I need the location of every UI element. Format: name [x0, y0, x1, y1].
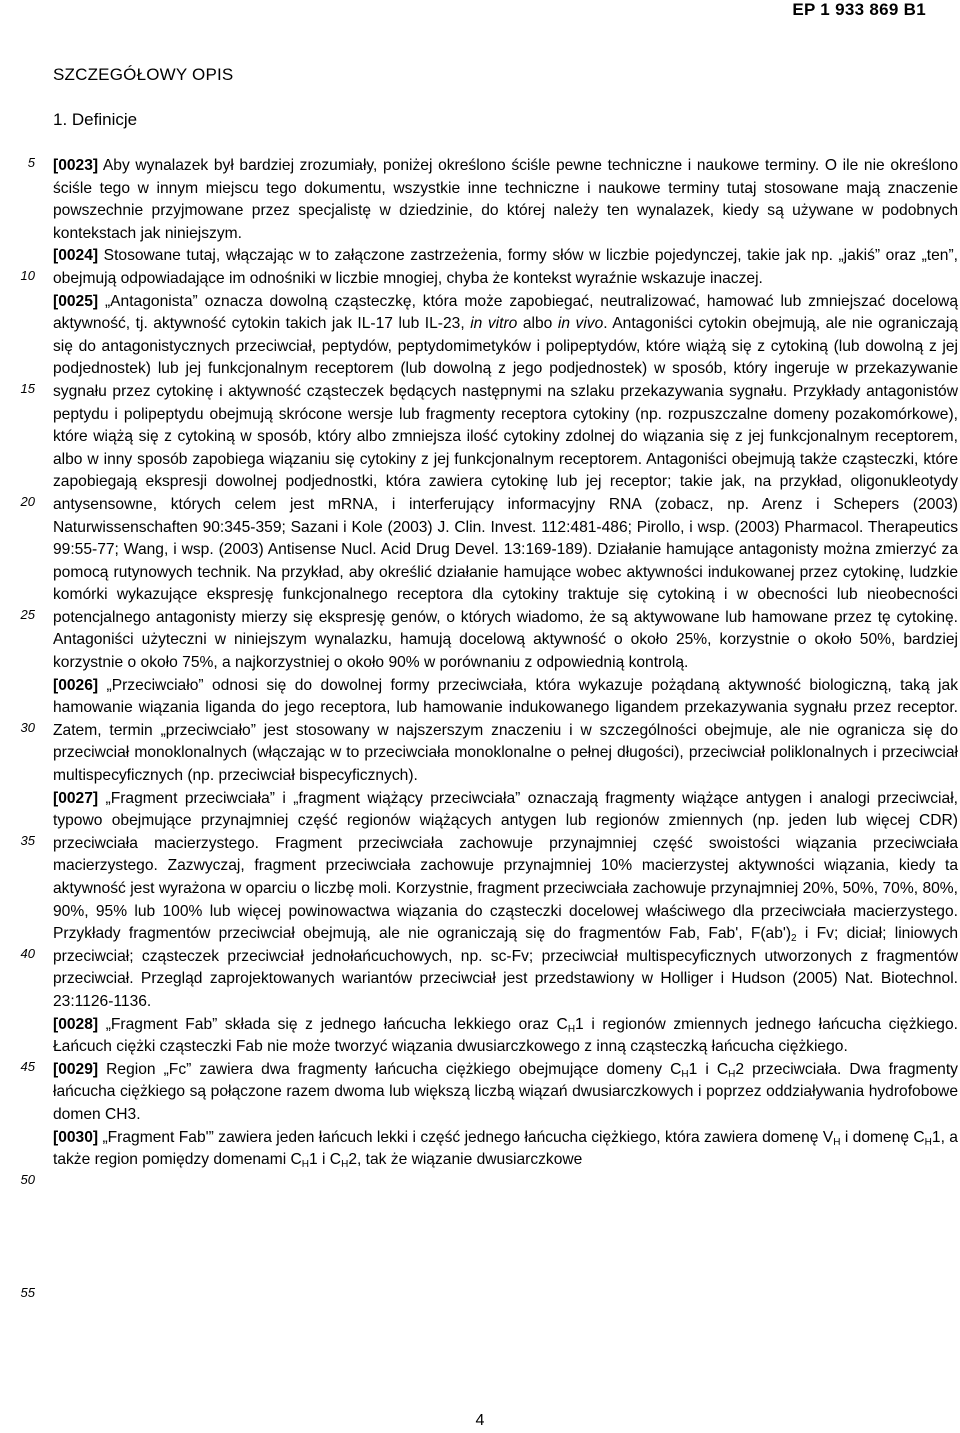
paragraph-0024	[53, 245, 958, 290]
paragraph-text: 1 i C	[688, 1060, 729, 1078]
paragraph-text: „Antagonista” oznacza dowolną cząsteczkę, która może zapobiegać, neutralizować, hamować lub zmniejszać docelową aktywność, tj. aktywność cytokin takich jak IL-17 lub IL-23,	[53, 292, 958, 333]
line-number: 45	[20, 1059, 35, 1074]
subscript: H	[301, 1159, 309, 1171]
paragraph-0025	[53, 291, 958, 675]
paragraph-text: i domenę C	[844, 1128, 925, 1146]
paragraph-text: 2, tak że wiązanie dwusiarczkowe	[348, 1151, 583, 1169]
body-text	[53, 155, 958, 1172]
paragraph-text: „Fragment przeciwciała” i „fragment wiążący przeciwciała” oznaczają fragmenty wiążące antygen i analogi przeciwciał, typowo obejmujące przynajmniej część regionów wiążących antygen lub regionów zmiennych (np. jeden lub więcej CDR) przeciwciała macierzystego. Fragment przeciwciała zachowuje przynajmniej część swoistości wiązania przeciwciała macierzystego. Zazwyczaj, fragment przeciwciała zachowuje przynajmniej 10% macierzystej aktywności wiązania, kiedy ta aktywność jest wyrażona w oparciu o liczbę moli. Korzystnie, fragment przeciwciała zachowuje przynajmniej 20%, 50%, 70%, 80%, 90%, 95% lub 100% lub więcej powinowactwa wiązania do cząsteczki docelowej właściwego dla przeciwciała macierzystego. Przykłady fragmentów przeciwciał obejmują, ale nie ograniczają się do fragmentów Fab, Fab', F(ab')	[53, 789, 958, 943]
line-number: 10	[20, 268, 35, 283]
line-number: 50	[20, 1172, 35, 1187]
italic-term: in vivo	[557, 315, 604, 333]
paragraph-number: [0025]	[53, 292, 99, 310]
line-number: 55	[20, 1285, 35, 1300]
paragraph-text: . Antagoniści cytokin obejmują, ale nie ograniczają się do antagonistycznych przeciwciał, peptydów, peptydomimetyków i polipeptydów, które wiążą się z cytokiną (lub dowolną z jej podjednostek) lub jej funkcjonalnym receptorem (lub dowolną z jego podjednostek) w sposób, który ingeruje w przekazywanie sygnału przez cytokinę i aktywność cząsteczek będących następnymi na szlaku przekazywania sygnału. Przykłady antagonistów peptydu i polipeptydu obejmują skrócone wersje lub fragmenty receptora cytokiny (np. rozpuszczalne domeny pozakomórkowe), które wiążą się z cytokiną w sposób, który albo zmniejsza ilość cytokiny zdolnej do wiązania się z jej funkcjonalnym receptorem, albo w inny sposób zapobiega wiązaniu się cytokiny z jej funkcjonalnym receptorem. Antagoniści obejmują także cząsteczki, które zapobiegają ekspresji dowolnej podjednostki, która zawiera cytokinę lub jej receptor; takie jak, na przykład, oligonukleotydy antysensowne, których celem jest mRNA, i interferujący informacyjny RNA (zobacz, np. Arenz i Schepers (2003) Naturwissenschaften 90:345-359; Sazani i Kole (2003) J. Clin. Invest. 112:481-486; Pirollo, i wsp. (2003) Pharmacol. Therapeutics 99:55-77; Wang, i wsp. (2003) Antisense Nucl. Acid Drug Devel. 13:169-189). Działanie hamujące antagonisty można zmierzyć za pomocą rutynowych technik. Na przykład, aby określić działanie hamujące wobec aktywności indukowanej przez cytokinę, ludzkie komórki wykazujące ekspresję funkcjonalnego receptora dla cytokiny traktuje się cytokiną i w obecności lub nieobecności potencjalnego antagonisty mierzy się ekspresję genów, o których wiadomo, że są aktywowane lub hamowane przez tę cytokinę. Antagoniści użyteczni w niniejszym wynalazku, hamują docelową aktywność o około 25%, korzystnie o około 50%, bardziej korzystnie o około 75%, a najkorzystniej o około 90% w porównaniu z odpowiednią kontrolą.	[53, 315, 958, 672]
line-number: 25	[20, 607, 35, 622]
paragraph-text: Stosowane tutaj, włączając w to załączone zastrzeżenia, formy słów w liczbie pojedynczej, takie jak np. „jakiś” oraz „ten”, obejmują odpowiadające im odnośniki w liczbie mnogiej, chyba że kontekst wyraźnie wskazuje inaczej.	[53, 247, 958, 287]
paragraph-number: [0024]	[53, 247, 99, 265]
subscript: H	[341, 1159, 349, 1171]
subscript: H	[681, 1068, 689, 1080]
subsection-title: 1. Definicje	[53, 110, 138, 129]
paragraph-0027	[53, 788, 958, 1014]
line-number: 35	[20, 833, 35, 848]
paragraph-number: [0027]	[53, 789, 99, 807]
paragraph-text: „Fragment Fab” składa się z jednego łańcucha lekkiego oraz C	[105, 1015, 568, 1033]
paragraph-text: „Przeciwciało” odnosi się do dowolnej formy przeciwciała, która wykazuje pożądaną aktywność biologiczną, taką jak hamowanie wiązania liganda do jego receptora, lub hamowanie indukowanego ligandem przekazywania sygnału przez receptor. Zatem, termin „przeciwciało” jest stosowany w najszerszym znaczeniu i w szczególności obejmuje, ale nie ogranicza się do przeciwciał monoklonalnych (włączając w to przeciwciała monoklonalne o pełnej długości), przeciwciał poliklonalnych i przeciwciał multispecyficznych (np. przeciwciał bispecyficznych).	[53, 676, 958, 785]
paragraph-number: [0030]	[53, 1128, 99, 1146]
paragraph-text: 1, a także region pomiędzy domenami C	[53, 1128, 958, 1169]
line-number: 15	[20, 381, 35, 396]
subscript: H	[924, 1136, 932, 1148]
subscript: H	[567, 1023, 576, 1035]
page-number: 4	[475, 1412, 485, 1429]
paragraph-number: [0029]	[53, 1060, 99, 1078]
paragraph-number: [0026]	[53, 676, 99, 694]
line-number: 5	[27, 155, 35, 170]
paragraph-text: „Fragment Fab'” zawiera jeden łańcuch lekki i część jednego łańcucha ciężkiego, która zawiera domenę V	[102, 1128, 834, 1146]
paragraph-text: albo	[522, 315, 553, 333]
paragraph-text: 1 i regionów zmiennych jednego łańcucha ciężkiego. Łańcuch ciężki cząsteczki Fab nie może tworzyć wiązania dwusiarczkowego z inną cząsteczką łańcucha ciężkiego.	[53, 1015, 958, 1056]
paragraph-number: [0028]	[53, 1015, 99, 1033]
subscript: H	[728, 1068, 736, 1080]
subscript: H	[833, 1136, 841, 1148]
paragraph-text: Region „Fc” zawiera dwa fragmenty łańcucha ciężkiego obejmujące domeny C	[106, 1060, 682, 1078]
paragraph-text: Aby wynalazek był bardziej zrozumiały, poniżej określono ściśle pewne techniczne i naukowe terminy. O ile nie określono ściśle tego w innym miejscu tego dokumentu, wszystkie inne techniczne i naukowe terminy tutaj stosowane mają znaczenie powszechnie przyjmowane przez specjalistę w dziedzinie, do której należy ten wynalazek, kiedy są używane w podobnych kontekstach jak niniejszym.	[53, 157, 958, 242]
paragraph-0028	[53, 1014, 958, 1059]
paragraph-0023	[53, 155, 958, 245]
paragraph-0029	[53, 1059, 958, 1127]
line-number: 20	[20, 494, 35, 509]
paragraph-text: 2 przeciwciała. Dwa fragmenty łańcucha ciężkiego są połączone razem dwoma lub większą liczbą wiązań dwusiarczkowych i poprzez oddziaływania hydrofobowe domen CH3.	[53, 1060, 958, 1123]
subscript: 2	[791, 933, 797, 945]
italic-term: in vitro	[470, 315, 518, 333]
paragraph-number: [0023]	[53, 157, 99, 174]
paragraph-text: 1 i C	[309, 1151, 342, 1169]
paragraph-text: i Fv; diciał; liniowych przeciwciał; cząsteczek przeciwciał jednołańcuchowych, np. sc-Fv; przeciwciał multispecyficznych utworzonych z fragmentów przeciwciał. Przegląd zaprojektowanych wariantów przeciwciał jest przedstawiony w Holliger i Hudson (2005) Nat. Biotechnol. 23:1126-1136.	[53, 925, 959, 1010]
paragraph-0030	[53, 1127, 958, 1172]
document-id: EP 1 933 869 B1	[792, 0, 926, 19]
line-number: 40	[20, 946, 35, 961]
line-number: 30	[20, 720, 35, 735]
paragraph-0026	[53, 675, 958, 788]
section-title: SZCZEGÓŁOWY OPIS	[53, 65, 234, 84]
